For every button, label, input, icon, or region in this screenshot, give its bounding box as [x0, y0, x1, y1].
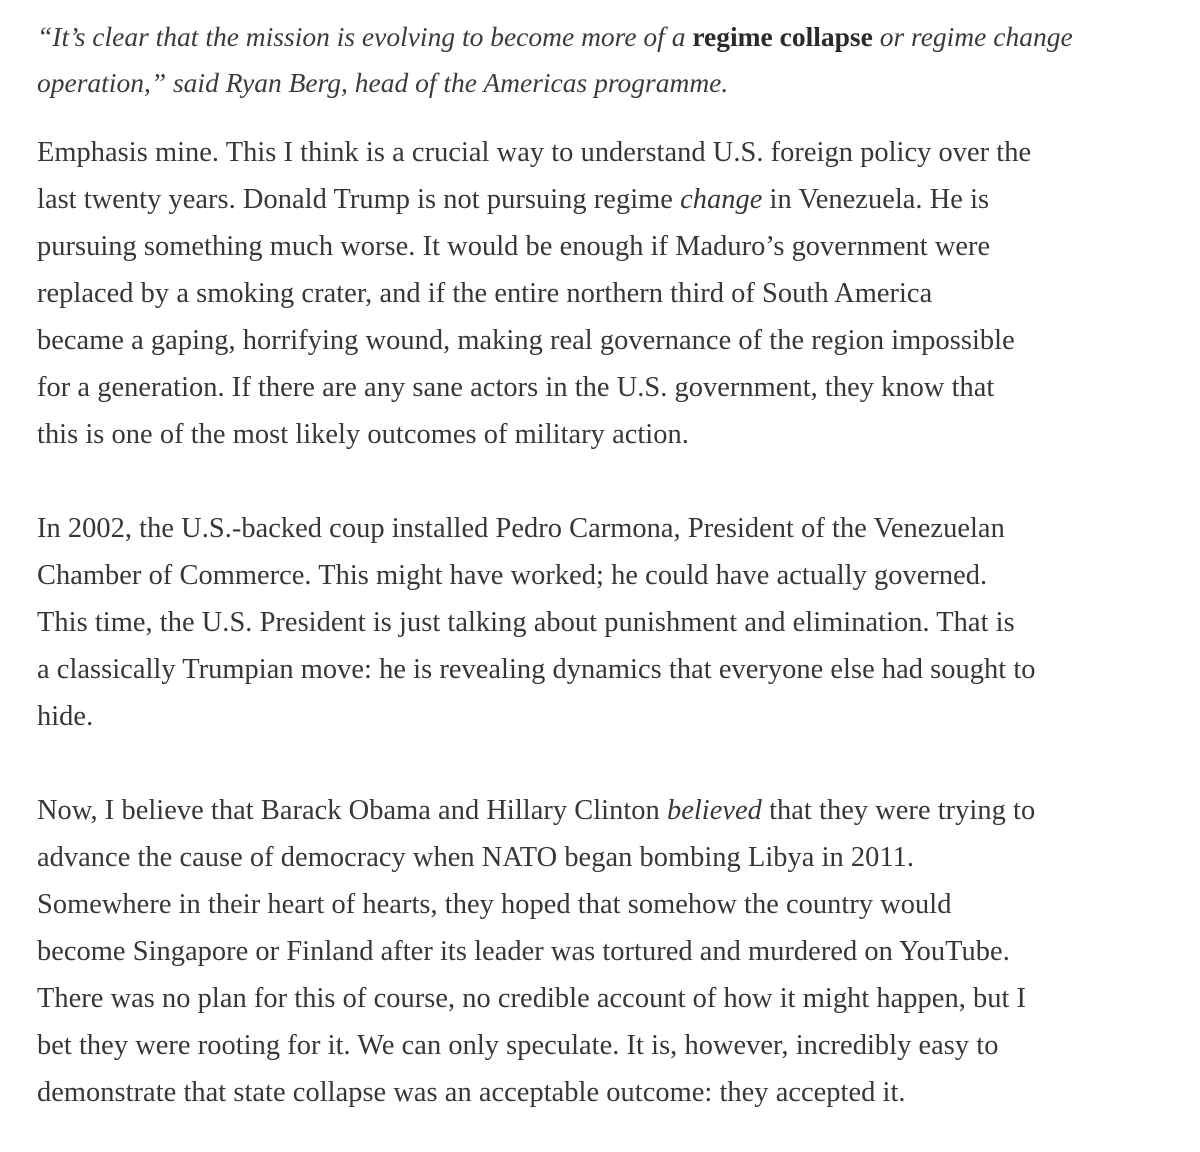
- text-line: pursuing something much worse. It would be enough if Maduro’s government were: [37, 231, 991, 262]
- article-body: [37, 14, 1172, 1116]
- text-line: [37, 176, 1172, 223]
- italic-emphasis: believed: [666, 795, 762, 826]
- text-line: [37, 787, 1172, 834]
- quote-line: [37, 14, 1172, 60]
- text-span: Now, I believe that Barack Obama and Hillary Clinton: [37, 795, 667, 826]
- pull-quote: [37, 14, 1172, 106]
- quote-text: “It’s clear that the mission is evolving to become more of a: [37, 21, 693, 52]
- quote-text: or regime change: [872, 21, 1073, 52]
- text-line: hide.: [37, 701, 94, 732]
- quote-emphasis: regime collapse: [692, 21, 873, 52]
- paragraph-emphasis: [37, 129, 1172, 458]
- text-span: last twenty years. Donald Trump is not pursuing regime: [37, 184, 681, 215]
- paragraph-2002-coup: [37, 505, 1172, 740]
- text-line: for a generation. If there are any sane actors in the U.S. government, they know that: [37, 372, 995, 403]
- text-line: replaced by a smoking crater, and if the entire northern third of South America: [37, 278, 933, 309]
- quote-line: operation,” said Ryan Berg, head of the Americas programme.: [37, 67, 729, 98]
- text-span: that they were trying to: [761, 795, 1036, 826]
- text-line: Somewhere in their heart of hearts, they hoped that somehow the country would: [37, 889, 952, 920]
- text-span: in Venezuela. He is: [762, 184, 990, 215]
- text-line: There was no plan for this of course, no credible account of how it might happen, but I: [37, 983, 1027, 1014]
- text-line: become Singapore or Finland after its leader was tortured and murdered on YouTube.: [37, 936, 1010, 967]
- text-line: advance the cause of democracy when NATO began bombing Libya in 2011.: [37, 842, 914, 873]
- text-line: this is one of the most likely outcomes of military action.: [37, 419, 689, 450]
- text-line: demonstrate that state collapse was an acceptable outcome: they accepted it.: [37, 1077, 906, 1108]
- paragraph-libya: [37, 787, 1172, 1116]
- text-line: bet they were rooting for it. We can only speculate. It is, however, incredibly easy to: [37, 1030, 999, 1061]
- text-line: a classically Trumpian move: he is revealing dynamics that everyone else had sought to: [37, 654, 1036, 685]
- text-line: In 2002, the U.S.-backed coup installed Pedro Carmona, President of the Venezuelan: [37, 513, 1005, 544]
- text-line: Chamber of Commerce. This might have worked; he could have actually governed.: [37, 560, 988, 591]
- italic-emphasis: change: [680, 184, 763, 215]
- text-line: became a gaping, horrifying wound, making real governance of the region impossible: [37, 325, 1015, 356]
- text-line: Emphasis mine. This I think is a crucial way to understand U.S. foreign policy over the: [37, 137, 1032, 168]
- text-line: This time, the U.S. President is just talking about punishment and elimination. That is: [37, 607, 1015, 638]
